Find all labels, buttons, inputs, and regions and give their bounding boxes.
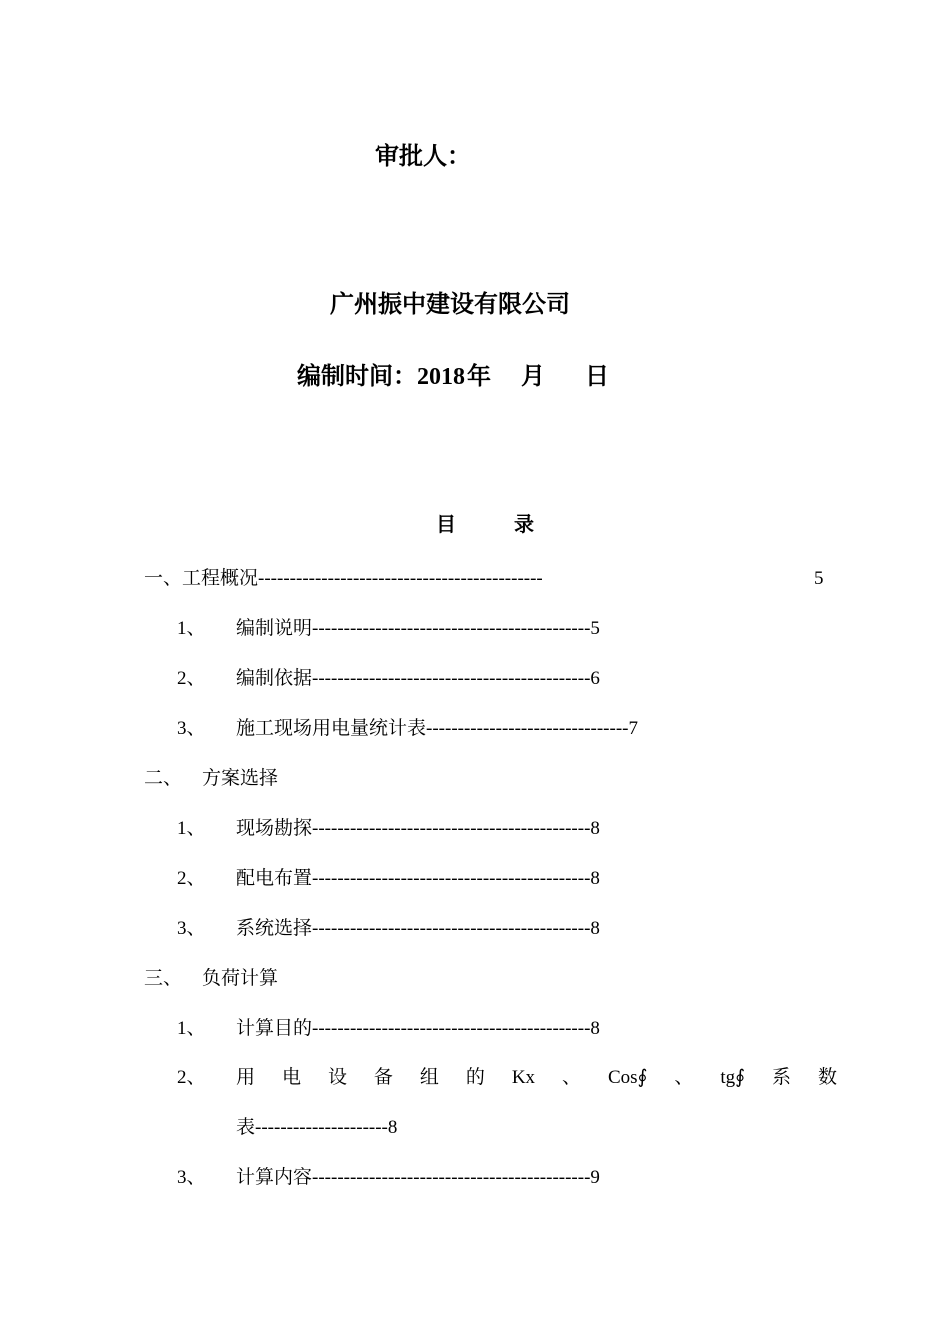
toc-entry[interactable] xyxy=(144,767,278,791)
toc-word: 的 xyxy=(465,1067,485,1088)
toc-num: 一、 xyxy=(144,568,183,589)
toc-num: 3、 xyxy=(177,1167,206,1188)
toc-leader: -------------------------------------------- xyxy=(312,868,591,889)
company-name: 广州振中建设有限公司 xyxy=(330,292,570,318)
toc-title-char-2: 录 xyxy=(514,514,534,536)
toc-leader: -------------------------------------------- xyxy=(312,818,591,839)
approver-label: 审批人： xyxy=(375,144,471,170)
toc-word: Kx xyxy=(511,1067,536,1088)
day-char: 日 xyxy=(585,364,609,390)
toc-label: 方案选择 xyxy=(202,768,279,789)
toc-title xyxy=(436,508,534,537)
toc-page: 9 xyxy=(590,1167,600,1188)
toc-page: 7 xyxy=(628,718,638,739)
toc-leader: -------------------------------------------- xyxy=(312,618,591,639)
toc-leader: -------------------------------------------- xyxy=(312,918,591,939)
month-char: 月 xyxy=(521,364,545,390)
toc-label: 施工现场用电量统计表 xyxy=(236,718,427,739)
toc-label: 配电布置 xyxy=(236,868,313,889)
toc-num: 1、 xyxy=(177,818,206,839)
date-label: 编制时间： xyxy=(297,364,417,390)
toc-entry-continued[interactable] xyxy=(236,1116,397,1140)
toc-word: 电 xyxy=(281,1067,301,1088)
toc-word: Cos∮ xyxy=(607,1067,648,1088)
toc-word: 数 xyxy=(817,1067,837,1088)
toc-leader: --------------------- xyxy=(255,1117,388,1138)
toc-num: 2、 xyxy=(177,868,206,889)
toc-leader: --------------------------------------------- xyxy=(258,568,543,589)
toc-label: 计算目的 xyxy=(236,1018,313,1039)
toc-label: 负荷计算 xyxy=(202,968,279,989)
toc-label: 计算内容 xyxy=(236,1167,313,1188)
toc-word: 用 xyxy=(236,1067,256,1088)
toc-label: 编制依据 xyxy=(236,668,313,689)
compile-date xyxy=(297,356,609,391)
toc-title-char-1: 目 xyxy=(436,514,456,536)
toc-num: 1、 xyxy=(177,618,206,639)
toc-leader: -------------------------------------------- xyxy=(312,1167,591,1188)
toc-label: 工程概况 xyxy=(182,568,259,589)
toc-leader: -------------------------------------------- xyxy=(312,1018,591,1039)
toc-word: 、 xyxy=(562,1067,582,1088)
toc-page: 8 xyxy=(590,1018,600,1039)
toc-leader: -------------------------------- xyxy=(426,718,629,739)
toc-page: 6 xyxy=(590,668,600,689)
toc-entry[interactable] xyxy=(144,967,278,991)
toc-page: 5 xyxy=(814,568,824,589)
toc-label: 现场勘探 xyxy=(236,818,313,839)
toc-num: 2、 xyxy=(177,1067,206,1088)
date-year: 2018 xyxy=(417,364,465,390)
toc-page: 5 xyxy=(590,618,600,639)
toc-word: 备 xyxy=(373,1067,393,1088)
toc-word: 设 xyxy=(327,1067,347,1088)
toc-word: tg∮ xyxy=(720,1067,746,1088)
toc-num: 1、 xyxy=(177,1018,206,1039)
toc-label: 表 xyxy=(236,1117,256,1138)
toc-label: 编制说明 xyxy=(236,618,313,639)
toc-num: 三、 xyxy=(144,968,183,989)
toc-page: 8 xyxy=(590,868,600,889)
year-char: 年 xyxy=(467,364,491,390)
toc-num: 2、 xyxy=(177,668,206,689)
toc-num: 3、 xyxy=(177,918,206,939)
toc-label xyxy=(236,1066,837,1090)
toc-num: 3、 xyxy=(177,718,206,739)
toc-page: 8 xyxy=(387,1117,398,1138)
toc-word: 、 xyxy=(674,1067,694,1088)
toc-page: 8 xyxy=(590,818,600,839)
toc-label: 系统选择 xyxy=(236,918,313,939)
toc-word: 组 xyxy=(419,1067,439,1088)
toc-entry[interactable] xyxy=(144,567,824,591)
toc-word: 系 xyxy=(772,1067,792,1088)
toc-page: 8 xyxy=(590,918,600,939)
toc-leader: -------------------------------------------- xyxy=(312,668,591,689)
toc-num: 二、 xyxy=(144,768,183,789)
